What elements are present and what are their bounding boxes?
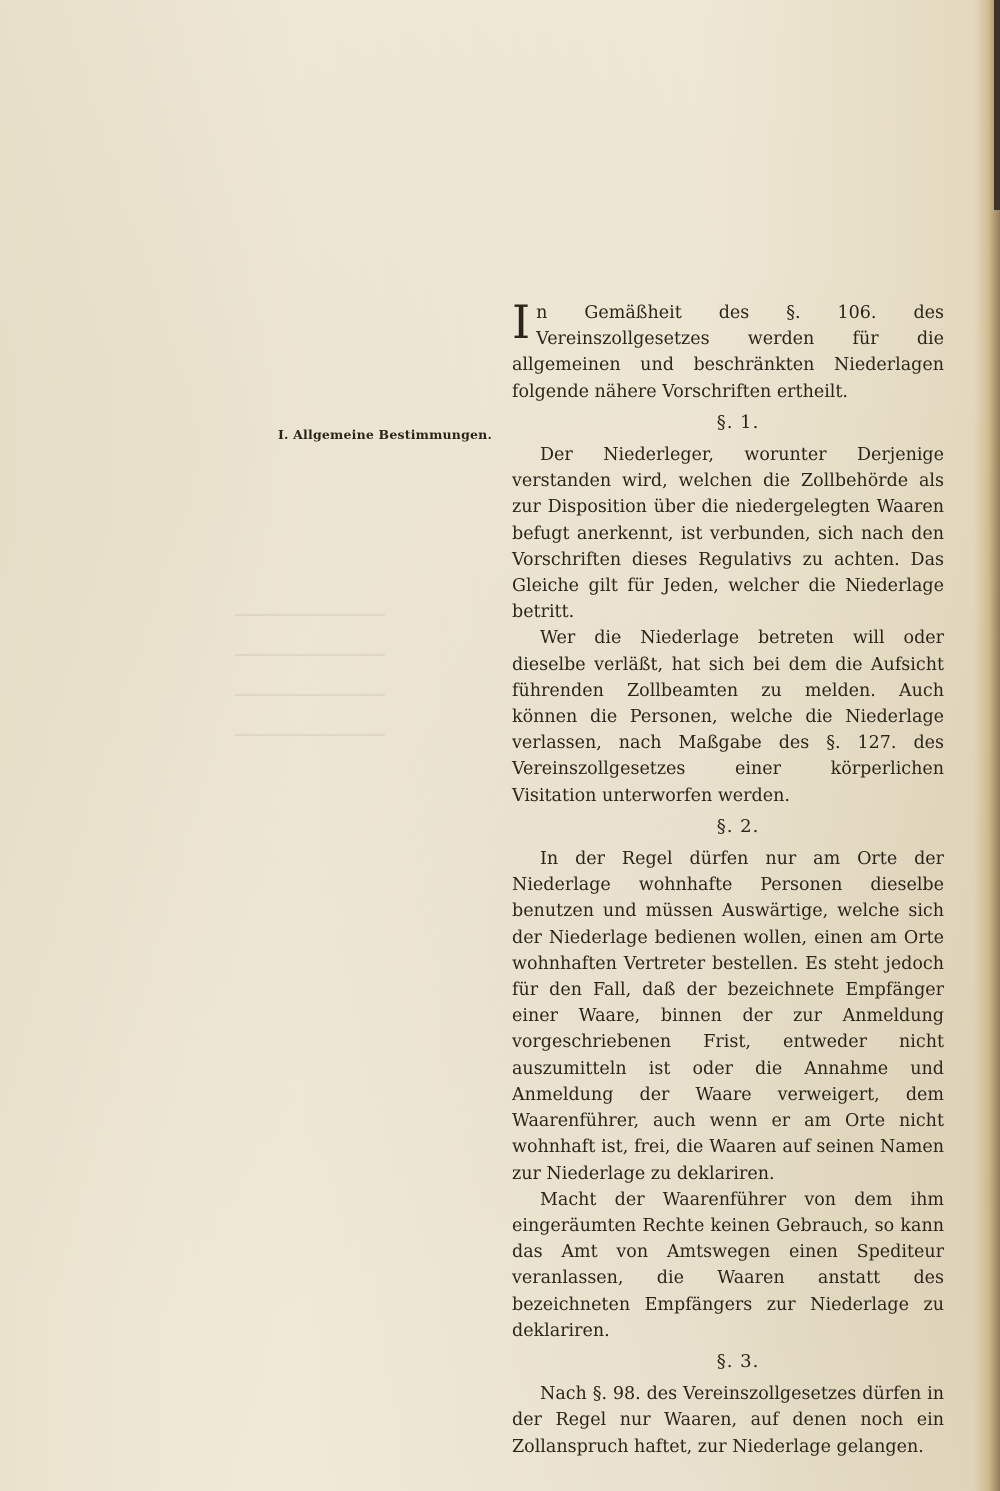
section-2-paragraph-2: Macht der Waarenführer von dem ihm eingeräumten Rechte keinen Gebrauch, so kann das Amt von Amtswegen einen Spediteur veranlassen, die Waaren anstatt des bezeichneten Empfängers zur Niederlage zu deklariren. (512, 1189, 944, 1341)
marginal-heading: I. Allgemeine Bestimmungen. (278, 427, 492, 442)
section-heading-1: §. 1. (716, 411, 760, 433)
main-text-column (512, 295, 944, 1460)
drop-cap: I (512, 295, 531, 349)
bleed-through-ghost (235, 590, 385, 770)
intro-paragraph (512, 295, 944, 405)
section-heading-3: §. 3. (716, 1350, 760, 1372)
section-3-paragraph-1: Nach §. 98. des Vereinszollgesetzes dürfen in der Regel nur Waaren, auf denen noch ein Zollanspruch haftet, zur Niederlage gelangen. (512, 1384, 944, 1457)
binding-edge (994, 0, 1000, 210)
page-edge-shadow (974, 0, 1000, 1491)
section-1-paragraph-1: Der Niederleger, worunter Derjenige verstanden wird, welchen die Zollbehörde als zur Disposition über die niedergelegten Waaren befugt anerkennt, ist verbunden, sich nach den Vorschriften dieses Regulativs zu achten. Das Gleiche gilt für Jeden, welcher die Niederlage betritt. (512, 445, 944, 623)
intro-text: n Gemäßheit des §. 106. des Vereinszollgesetzes werden für die allgemeinen und beschränkten Niederlagen folgende nähere Vorschriften ertheilt. (512, 303, 944, 402)
section-1-paragraph-2: Wer die Niederlage betreten will oder dieselbe verläßt, hat sich bei dem die Aufsicht führenden Zollbeamten zu melden. Auch können die Personen, welche die Niederlage verlassen, nach Maßgabe des §. 127. des Vereinszollgesetzes einer körperlichen Visitation unterworfen werden. (512, 628, 944, 806)
section-heading-2: §. 2. (716, 815, 760, 837)
section-2-paragraph-1: In der Regel dürfen nur am Orte der Niederlage wohnhafte Personen dieselbe benutzen und müssen Auswärtige, welche sich der Niederlage bedienen wollen, einen am Orte wohnhaften Vertreter bestellen. Es steht jedoch für den Fall, daß der bezeichnete Empfänger einer Waare, binnen der zur Anmeldung vorgeschriebenen Frist, entweder nicht auszumitteln ist oder die Annahme und Anmeldung der Waare verweigert, dem Waarenführer, auch wenn er am Orte nicht wohnhaft ist, frei, die Waaren auf seinen Namen zur Niederlage zu deklariren. (512, 849, 944, 1184)
